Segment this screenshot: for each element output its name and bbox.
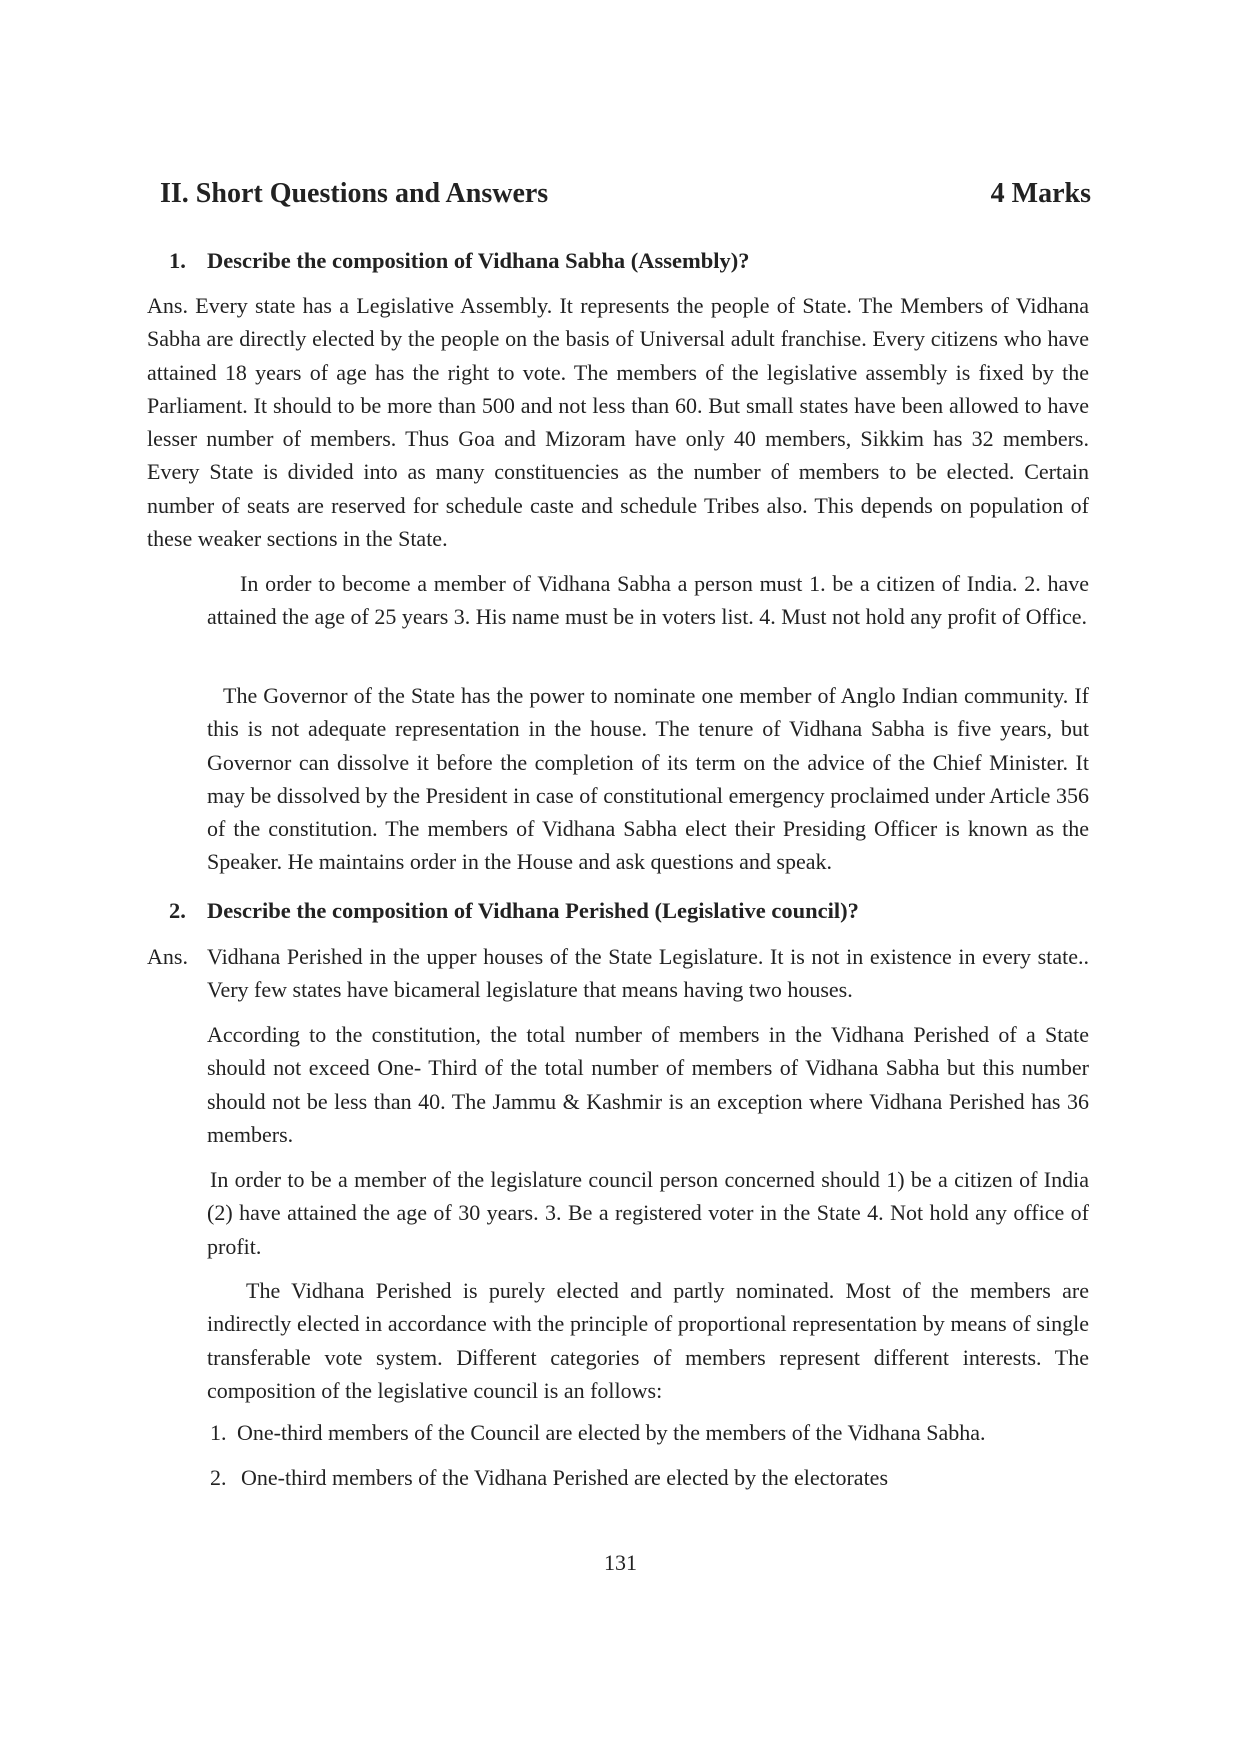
list-item-number: 1.	[210, 1420, 227, 1445]
answer-1-paragraph-1	[147, 289, 1089, 555]
answer-text: Vidhana Perished in the upper houses of the State Legislature. It is not in existence in every state.. Very few states have bicameral legislature that means having two houses.	[207, 944, 1089, 1003]
page-number: 131	[604, 1550, 637, 1575]
answer-label: Ans.	[147, 944, 188, 969]
question-text: Describe the composition of Vidhana Perished (Legislative council)?	[207, 898, 859, 923]
answer-label: Ans.	[147, 293, 188, 318]
answer-2-paragraph-4: The Vidhana Perished is purely elected and partly nominated. Most of the members are indirectly elected in accordance with the principle of proportional representation by means of single transferable vote system. Different categories of members represent different interests. The composition of the legislative council is an follows:	[207, 1278, 1089, 1403]
list-item-text: One-third members of the Council are elected by the members of the Vidhana Sabha.	[237, 1420, 986, 1445]
question-1	[169, 246, 1099, 276]
list-item	[210, 1463, 1090, 1493]
list-item	[210, 1418, 1090, 1448]
answer-2-paragraph-2: According to the constitution, the total number of members in the Vidhana Perished of a State should not exceed One- Third of the total number of members of Vidhana Sabha but this number should not be less than 40. The Jammu & Kashmir is an exception where Vidhana Perished has 36 members.	[207, 1022, 1089, 1147]
list-item-number: 2.	[210, 1465, 227, 1490]
answer-text: Every state has a Legislative Assembly. It represents the people of State. The Members of Vidhana Sabha are directly elected by the people on the basis of Universal adult franchise. Every citizens who have attained 18 years of age has the right to vote. The members of the legislative assembly is fixed by the Parliament. It should to be more than 500 and not less than 60. But small states have been allowed to have lesser number of members. Thus Goa and Mizoram have only 40 members, Sikkim has 32 members. Every State is divided into as many constituencies as the number of members to be elected. Certain number of seats are reserved for schedule caste and schedule Tribes also. This depends on population of these weaker sections in the State.	[147, 293, 1090, 552]
list-item-text: One-third members of the Vidhana Perished are elected by the electorates	[241, 1465, 889, 1490]
question-number: 2.	[169, 898, 186, 923]
question-2	[169, 896, 1099, 926]
question-number: 1.	[169, 248, 186, 273]
section-marks: 4 Marks	[990, 178, 1091, 209]
question-text: Describe the composition of Vidhana Sabha (Assembly)?	[207, 248, 750, 273]
section-title: II. Short Questions and Answers	[160, 178, 549, 209]
answer-2-paragraph-1	[147, 940, 1089, 1007]
answer-1-paragraph-3: The Governor of the State has the power to nominate one member of Anglo Indian community. If this is not adequate representation in the house. The tenure of Vidhana Sabha is five years, but Governor can dissolve it before the completion of its term on the advice of the Chief Minister. It may be dissolved by the President in case of constitutional emergency proclaimed under Article 356 of the constitution. The members of Vidhana Sabha elect their Presiding Officer is known as the Speaker. He maintains order in the House and ask questions and speak.	[207, 683, 1089, 875]
answer-2-paragraph-3: In order to be a member of the legislature council person concerned should 1) be a citizen of India (2) have attained the age of 30 years. 3. Be a registered voter in the State 4. Not hold any office of profit.	[207, 1167, 1089, 1259]
answer-1-paragraph-2: In order to become a member of Vidhana Sabha a person must 1. be a citizen of India. 2. have attained the age of 25 years 3. His name must be in voters list. 4. Must not hold any profit of Office.	[207, 571, 1089, 630]
section-heading	[160, 176, 1090, 212]
